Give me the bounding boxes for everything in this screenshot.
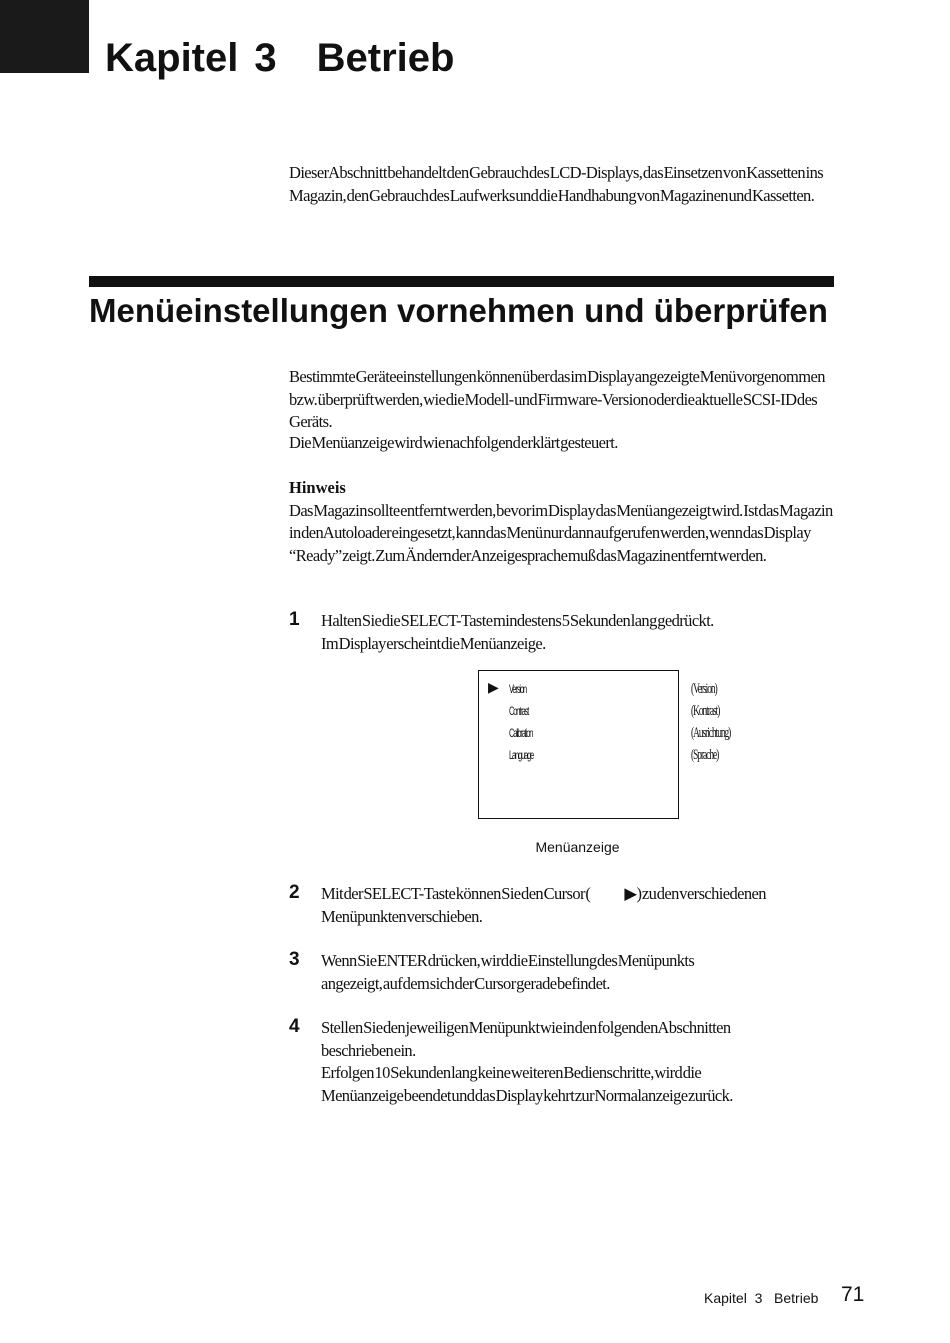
section-paragraph: Bestimmte Geräteeinstellungen können über das im Display angezeigte Menü vorgenommen bzw. überprüft werden, wie die Modell- und Firmware-Version oder die aktuelle SCSI-ID des Geräts. (289, 367, 825, 431)
step-line: Stellen Sie den jeweiligen Menüpunkt wie in den folgenden Abschnitten (321, 1018, 731, 1037)
step-number: 1 (289, 609, 300, 630)
step-line: Menüpunkten verschieben. (321, 906, 483, 926)
menu-item-contrast: Contrast (509, 704, 529, 718)
step-text (321, 883, 851, 928)
chapter-number: 3 (254, 36, 277, 80)
section-title: Menüeinstellungen vornehmen und überprüfen (89, 292, 828, 329)
step-text (321, 1017, 851, 1107)
step-number: 2 (289, 882, 300, 903)
step-line: Erfolgen 10 Sekunden lang keine weiteren Bedienschritte, wird die (321, 1063, 702, 1082)
chapter-name: Betrieb (316, 36, 455, 80)
menu-item-language: Language (509, 748, 534, 762)
chapter-label: Kapitel (105, 36, 239, 80)
chapter-marker-block (0, 0, 89, 73)
step-number: 3 (289, 949, 300, 970)
step-text (321, 610, 851, 655)
menu-translation-version: (Version) (691, 681, 717, 697)
menu-item-calibration: Calibration (509, 726, 533, 740)
step-text-part: ) zu den verschiedenen (636, 884, 766, 903)
section-rule (89, 276, 834, 287)
step-line: Wenn Sie ENTER drücken, wird die Einstellung des Menüpunkts (321, 951, 695, 970)
step-text (321, 950, 851, 995)
note-heading: Hinweis (289, 478, 346, 497)
chapter-title (105, 32, 454, 84)
step-line: angezeigt, auf dem sich der Cursor gerade befindet. (321, 973, 610, 993)
page-number: 71 (841, 1283, 865, 1306)
step-text-part: Mit der SELECT-Taste können Sie den Cursor ( (321, 884, 591, 903)
cursor-arrow-icon: ▶ (488, 680, 499, 696)
note-text: Das Magazin sollte entfernt werden, bevor im Display das Menü angezeigt wird. Ist das Magazin in den Autoloader eingesetzt, kann das Menü nur dann aufgerufen werden, wenn das Display “Ready” zeigt. Zum Ändern der Anzeigesprache muß das Magazin entfernt werden. (289, 500, 833, 565)
step-line: Menüanzeige beendet und das Display kehrt zur Normalanzeige zurück. (321, 1085, 733, 1105)
section-paragraph-2: Die Menüanzeige wird wie nachfolgend erklärt gesteuert. (289, 433, 618, 452)
intro-paragraph: Dieser Abschnitt behandelt den Gebrauch des LCD-Displays, das Einsetzen von Kassetten ins Magazin, den Gebrauch des Laufwerks und die Handhabung von Magazinen und Kassetten. (289, 163, 824, 205)
figure-caption: Menüanzeige (535, 839, 620, 855)
cursor-arrow-icon: ▶ (624, 884, 637, 903)
step-line: Halten Sie die SELECT-Taste mindestens 5 Sekunden lang gedrückt. (321, 611, 714, 630)
menu-translation-language: (Sprache) (691, 747, 719, 763)
menu-translation-calibration: (Ausrichtung) (691, 725, 731, 741)
footer-chapter-label: Kapitel 3 Betrieb (704, 1290, 819, 1306)
step-line: beschrieben ein. (321, 1040, 416, 1060)
step-line (321, 883, 851, 906)
note-block (289, 477, 834, 567)
menu-translation-contrast: (Kontrast) (691, 703, 720, 719)
menu-item-version: Version (509, 682, 527, 696)
step-line: Im Display erscheint die Menüanzeige. (321, 633, 546, 653)
step-number: 4 (289, 1016, 300, 1037)
